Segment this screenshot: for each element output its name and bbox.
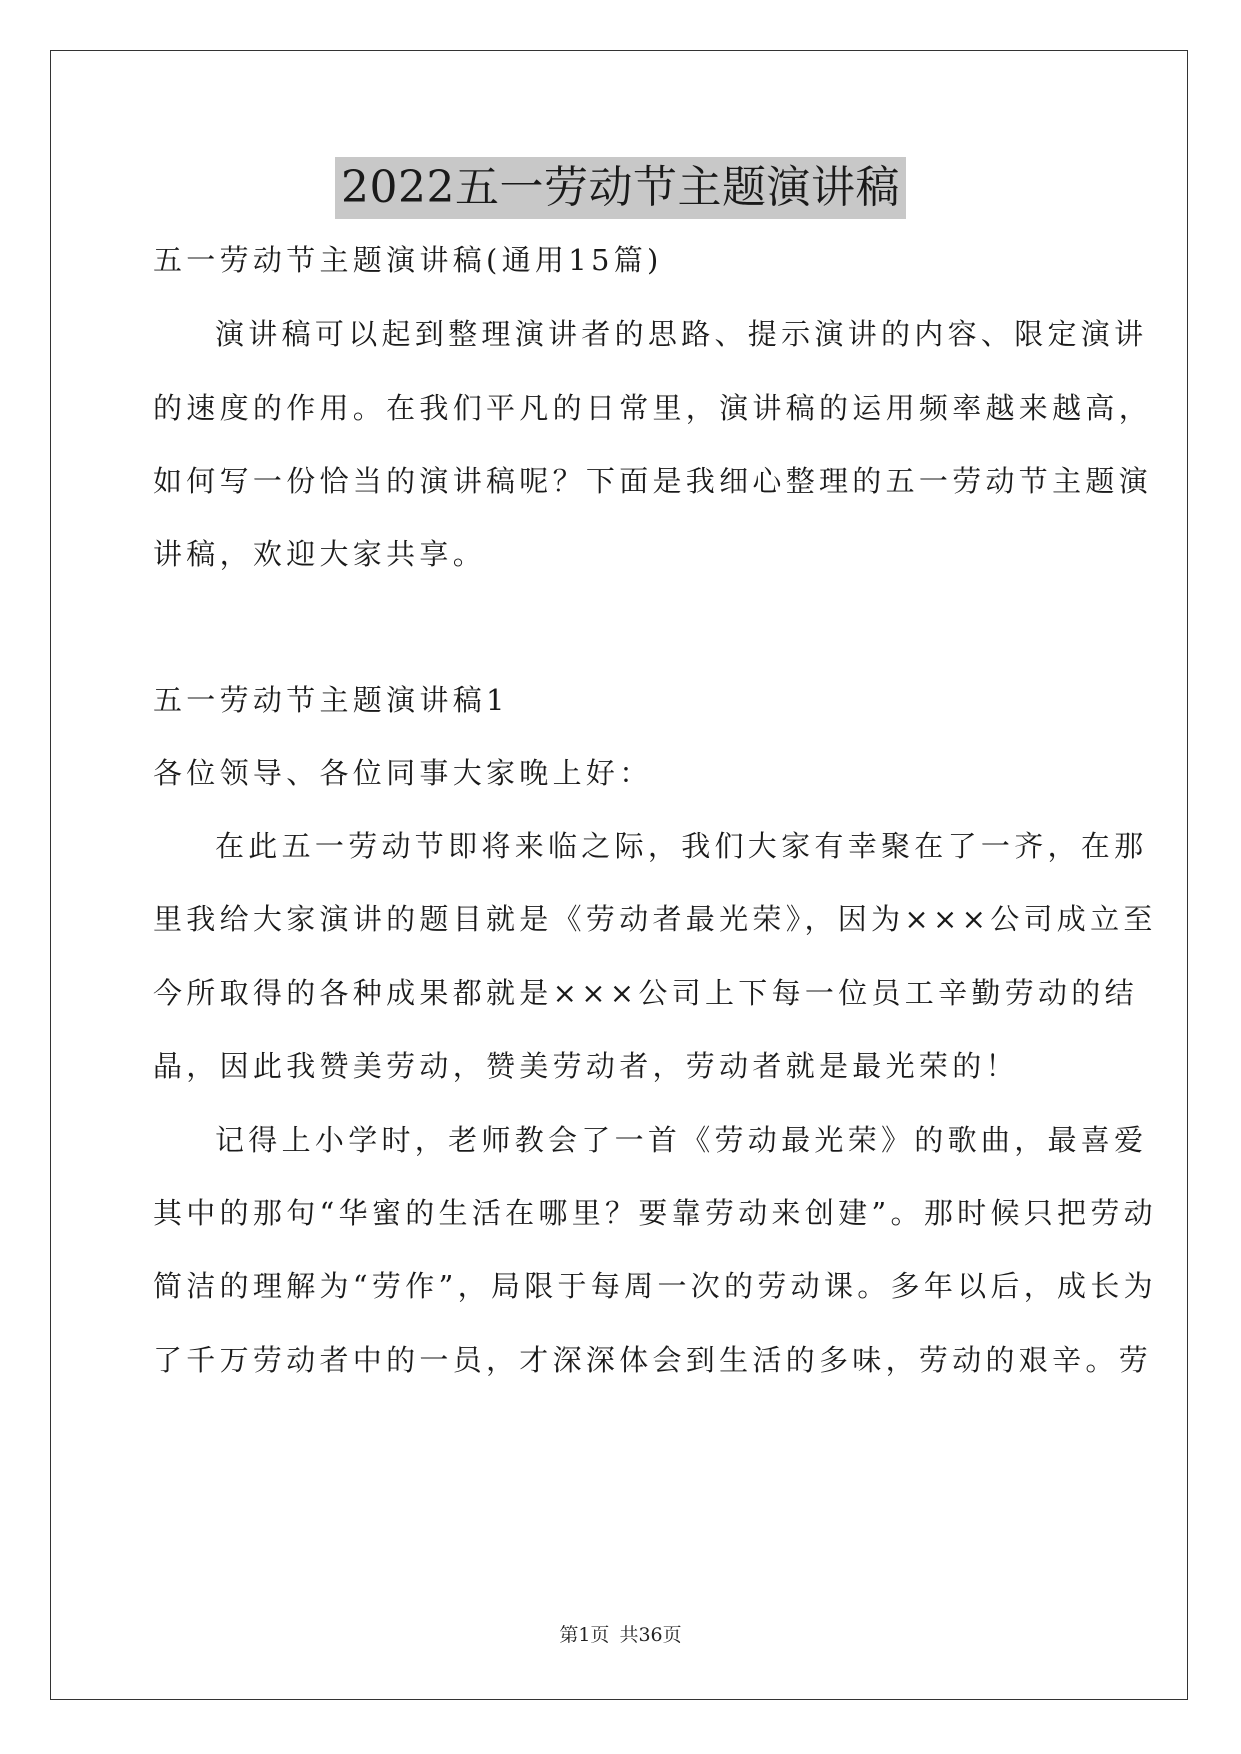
paragraph-line: 里我给大家演讲的题目就是《劳动者最光荣》，因为×××公司成立至: [153, 902, 1157, 936]
paragraph-line: 记得上小学时，老师教会了一首《劳动最光荣》的歌曲，最喜爱: [215, 1123, 1148, 1157]
document-subtitle: 五一劳动节主题演讲稿(通用15篇): [153, 243, 663, 277]
page-footer: 第1页 共36页: [559, 1624, 682, 1646]
paragraph-line: 简洁的理解为“劳作”，局限于每周一次的劳动课。多年以后，成长为: [153, 1269, 1157, 1303]
paragraph-line: 了千万劳动者中的一员，才深深体会到生活的多味，劳动的艰辛。劳: [153, 1343, 1153, 1377]
intro-line: 如何写一份恰当的演讲稿呢？下面是我细心整理的五一劳动节主题演: [153, 464, 1153, 498]
document-title-block: [0, 157, 1241, 219]
paragraph-line: 今所取得的各种成果都就是×××公司上下每一位员工辛勤劳动的结: [153, 976, 1138, 1010]
intro-line: 讲稿，欢迎大家共享。: [153, 537, 487, 571]
greeting: 各位领导、各位同事大家晚上好：: [153, 756, 653, 790]
intro-line: 的速度的作用。在我们平凡的日常里，演讲稿的运用频率越来越高，: [153, 391, 1153, 425]
paragraph-line: 晶，因此我赞美劳动，赞美劳动者，劳动者就是最光荣的！: [153, 1049, 1019, 1083]
document-title: 2022五一劳动节主题演讲稿: [335, 157, 906, 219]
paragraph-line: 其中的那句“华蜜的生活在哪里？要靠劳动来创建”。那时候只把劳动: [153, 1196, 1157, 1230]
intro-line: 演讲稿可以起到整理演讲者的思路、提示演讲的内容、限定演讲: [215, 317, 1148, 351]
page-border: [50, 50, 1188, 1700]
paragraph-line: 在此五一劳动节即将来临之际，我们大家有幸聚在了一齐，在那: [215, 829, 1148, 863]
section-heading: 五一劳动节主题演讲稿1: [153, 683, 509, 717]
